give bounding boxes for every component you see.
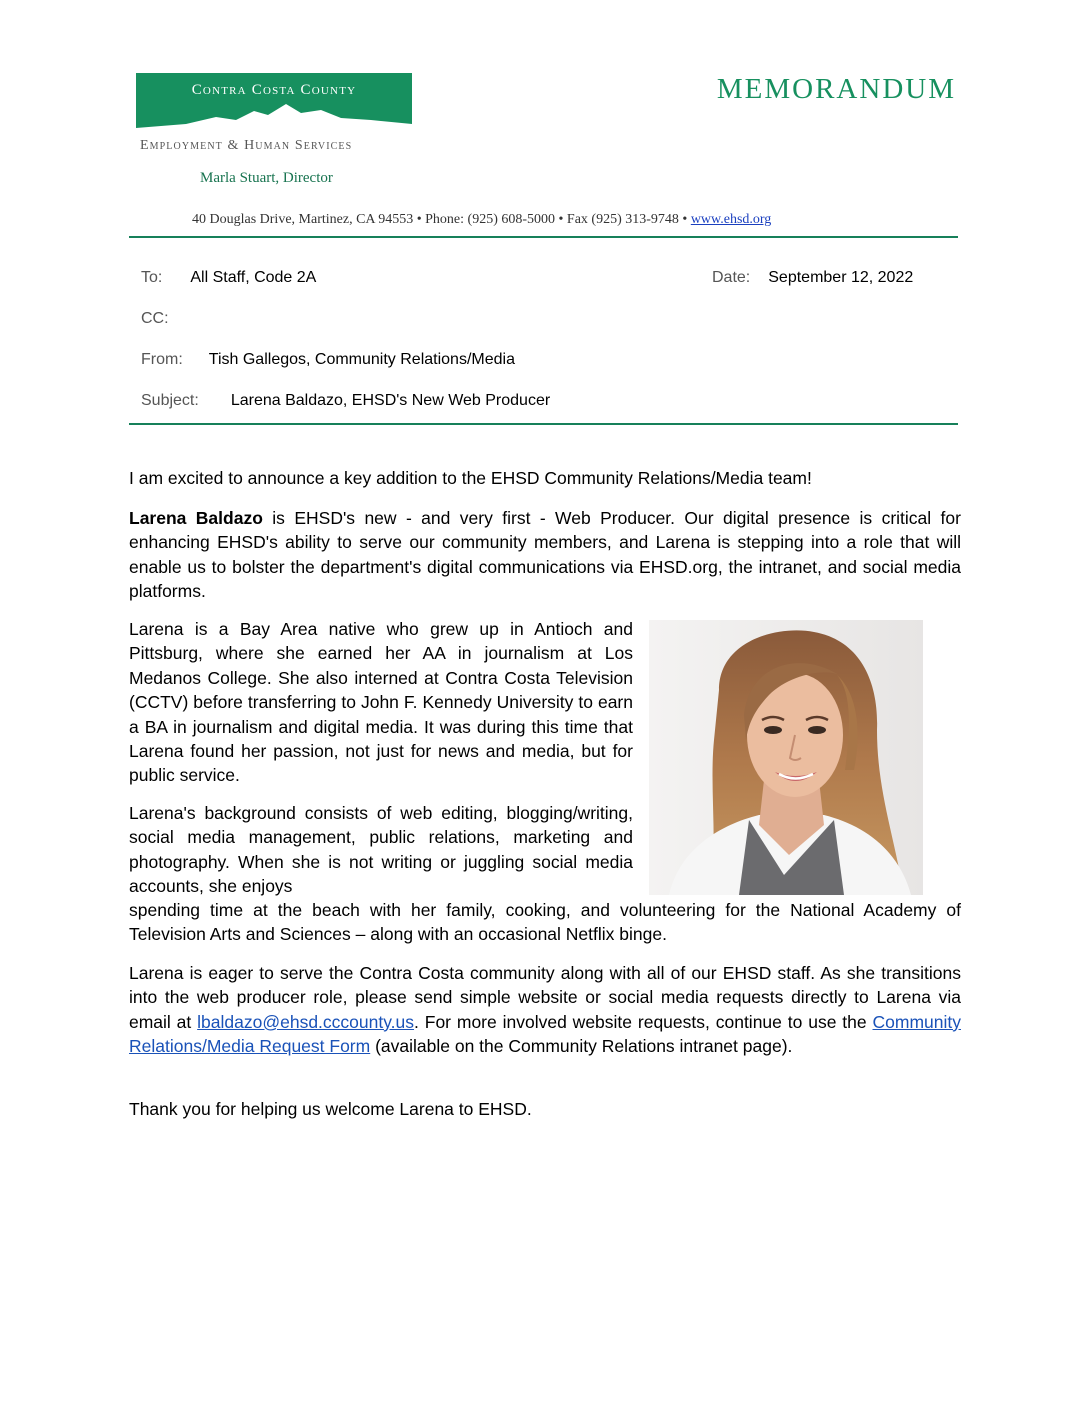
from-label: From: [141, 351, 183, 368]
employee-photo [649, 620, 923, 895]
director-name: Marla Stuart, Director [200, 170, 333, 186]
intro-paragraph: I am excited to announce a key addition to the EHSD Community Relations/Media team! [129, 468, 812, 488]
requests-text-b: . For more involved website requests, continue to use the [414, 1011, 873, 1032]
address-text: 40 Douglas Drive, Martinez, CA 94553 • Phone: (925) 608-5000 • Fax (925) 313-9748 • [192, 212, 691, 227]
cc-field [141, 310, 169, 328]
from-value: Tish Gallegos, Community Relations/Media [208, 351, 515, 368]
requests-paragraph [129, 961, 961, 1059]
date-field [712, 269, 913, 287]
closing-paragraph: Thank you for helping us welcome Larena to EHSD. [129, 1099, 532, 1119]
to-field [141, 269, 316, 287]
requests-text-c: (available on the Community Relations intranet page). [370, 1036, 793, 1057]
email-link[interactable]: lbaldazo@ehsd.cccounty.us [197, 1011, 415, 1032]
to-label: To: [141, 269, 163, 286]
website-link[interactable]: www.ehsd.org [690, 212, 772, 227]
hobbies-paragraph: spending time at the beach with her family, cooking, and volunteering for the National Academy of Television Arts and Sciences – along with an occasional Netflix binge. [129, 900, 961, 945]
announcement-text: is EHSD's new - and very first - Web Producer. Our digital presence is critical for enhancing EHSD's ability to serve our community members, and Larena is stepping into a role that will enable us to bolster the department's digital communications via EHSD.org, the intranet, and social media platforms. [129, 508, 961, 602]
skills-paragraph: Larena's background consists of web editing, blogging/writing, social media management, public relations, marketing and photography. When she is not writing or juggling social media accounts, she enjoys [129, 803, 633, 897]
logo-county-name: Contra Costa County [191, 82, 357, 98]
request-form-link[interactable]: Community Relations/Media Request Form [129, 1011, 961, 1057]
address-line [192, 212, 771, 228]
subject-value: Larena Baldazo, EHSD's New Web Producer [230, 392, 551, 409]
logo-department: Employment & Human Services [140, 138, 353, 153]
subject-field [141, 392, 550, 410]
header-divider-top [129, 236, 958, 238]
subject-label: Subject: [141, 392, 199, 409]
date-value: September 12, 2022 [768, 269, 914, 286]
employee-name: Larena Baldazo [129, 508, 263, 528]
header-divider-bottom [129, 423, 958, 425]
requests-text-a: Larena is eager to serve the Contra Costa community along with all of our EHSD staff. As she transitions into the web producer role, please send simple website or social media requests directly to Larena via email at [129, 963, 961, 1032]
memo-title: MEMORANDUM [716, 73, 956, 105]
mountain-icon [136, 101, 412, 131]
date-label: Date: [712, 269, 751, 286]
county-logo [136, 73, 412, 131]
announcement-paragraph [129, 506, 961, 604]
to-value: All Staff, Code 2A [190, 269, 317, 286]
from-field [141, 351, 515, 369]
background-paragraph: Larena is a Bay Area native who grew up in Antioch and Pittsburg, where she earned her AA in journalism at Los Medanos College. She also interned at Contra Costa Television (CCTV) before transferring to John F. Kennedy University to earn a BA in journalism and digital media. It was during this time that Larena found her passion, not just for news and media, but for public service. [129, 619, 633, 786]
cc-label: CC: [141, 310, 169, 327]
